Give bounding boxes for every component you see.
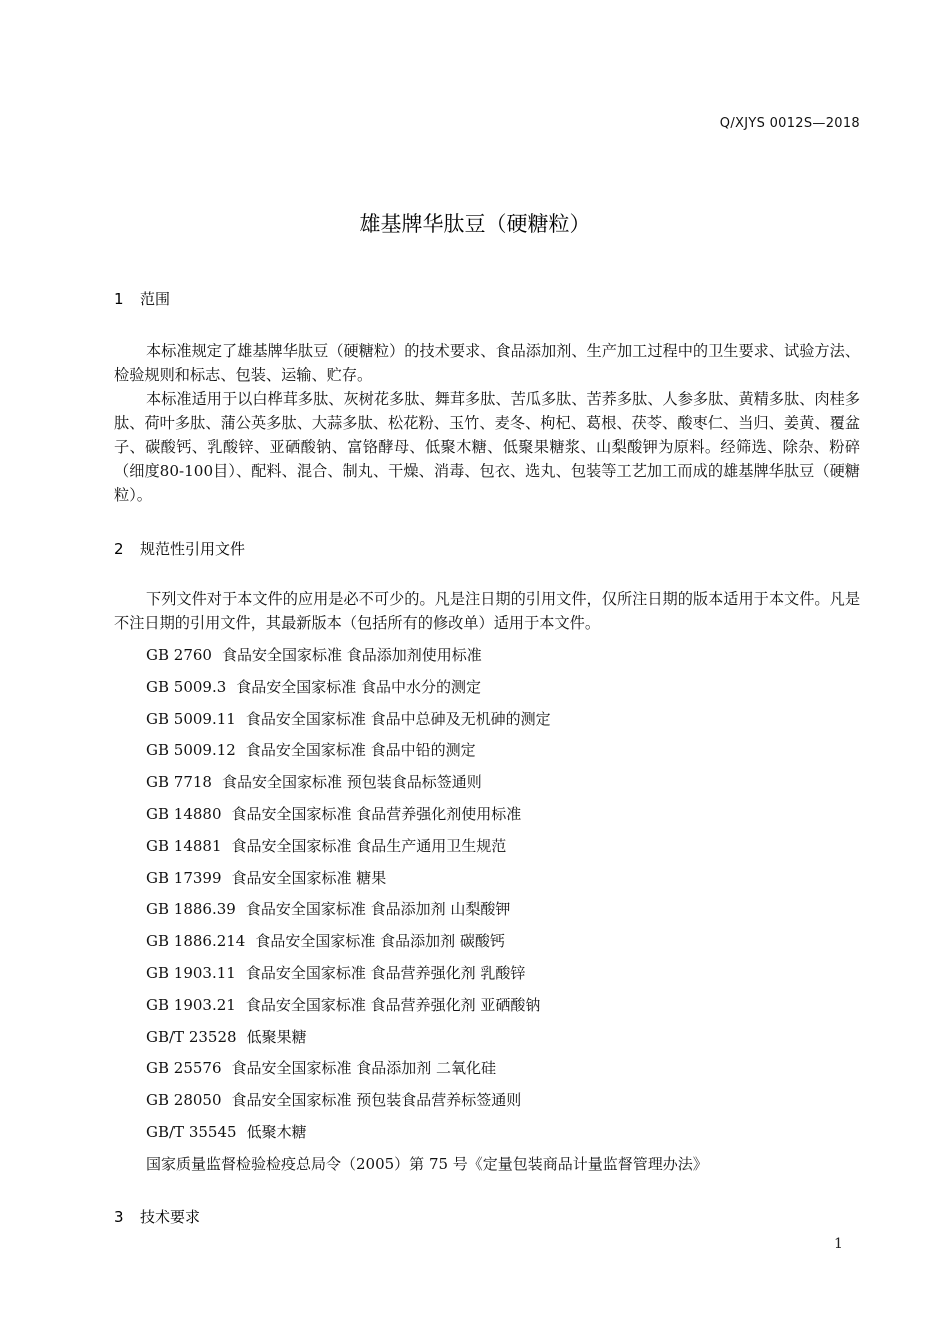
section-1-number: 1 (114, 290, 124, 308)
section-2-title: 规范性引用文件 (140, 540, 246, 558)
reference-code: GB 5009.11 (146, 709, 236, 728)
reference-title: 食品安全国家标准 食品生产通用卫生规范 (231, 836, 507, 855)
reference-title: 食品安全国家标准 预包装食品营养标签通则 (231, 1091, 522, 1110)
reference-item (146, 867, 708, 899)
reference-item (146, 771, 708, 803)
section-1-paragraph-2: 本标准适用于以白桦茸多肽、灰树花多肽、舞茸多肽、苦瓜多肽、苦荞多肽、人参多肽、黄精多肽、肉桂多肽、荷叶多肽、蒲公英多肽、大蒜多肽、松花粉、玉竹、麦冬、枸杞、葛根、茯苓、酸枣仁、当归、姜黄、覆盆子、碳酸钙、乳酸锌、亚硒酸钠、富铬酵母、低聚木糖、低聚果糖浆、山梨酸钾为原料。经筛选、除杂、粉碎（细度80-100目）、配料、混合、制丸、干燥、消毒、包衣、选丸、包装等工艺加工而成的雄基牌华肽豆（硬糖粒）。 (114, 390, 860, 504)
reference-code: GB 1903.21 (146, 995, 236, 1014)
document-code: Q/XJYS 0012S—2018 (719, 116, 860, 131)
reference-code: GB 5009.3 (146, 677, 227, 696)
reference-item (146, 898, 708, 930)
section-1-heading (114, 288, 170, 309)
reference-code: GB 1903.11 (146, 963, 236, 982)
reference-item (146, 676, 708, 708)
reference-item (146, 739, 708, 771)
reference-title: 低聚果糖 (246, 1027, 307, 1046)
section-2-paragraph-1: 下列文件对于本文件的应用是必不可少的。凡是注日期的引用文件，仅所注日期的版本适用于本文件。凡是不注日期的引用文件，其最新版本（包括所有的修改单）适用于本文件。 (114, 590, 860, 632)
document-title: 雄基牌华肽豆（硬糖粒） (359, 212, 591, 236)
reference-code: GB 28050 (146, 1091, 222, 1110)
reference-title: 食品安全国家标准 食品中铅的测定 (245, 741, 476, 760)
reference-title: 食品安全国家标准 食品添加剂 山梨酸钾 (245, 900, 511, 919)
section-3-number: 3 (114, 1208, 124, 1226)
reference-item (146, 708, 708, 740)
reference-title: 食品安全国家标准 食品添加剂 碳酸钙 (255, 932, 505, 951)
reference-title: 食品安全国家标准 食品中总砷及无机砷的测定 (245, 709, 551, 728)
section-3-heading (114, 1206, 200, 1227)
reference-title: 食品安全国家标准 食品营养强化剂 乳酸锌 (245, 963, 526, 982)
reference-title: 食品安全国家标准 食品营养强化剂使用标准 (231, 804, 522, 823)
reference-item (146, 994, 708, 1026)
reference-code: GB 7718 (146, 773, 212, 792)
reference-item (146, 644, 708, 676)
reference-title: 食品安全国家标准 食品添加剂使用标准 (221, 646, 482, 664)
normative-references-list (146, 644, 708, 1185)
page-number: 1 (834, 1236, 843, 1252)
reference-title: 食品安全国家标准 糖果 (231, 868, 387, 887)
reference-code: GB/T 35545 (146, 1122, 237, 1141)
reference-title: 食品安全国家标准 食品营养强化剂 亚硒酸钠 (245, 995, 541, 1014)
reference-code: GB 1886.39 (146, 900, 236, 919)
reference-title: 低聚木糖 (246, 1122, 307, 1141)
reference-decree: 国家质量监督检验检疫总局令（2005）第 75 号《定量包装商品计量监督管理办法》 (146, 1154, 708, 1173)
reference-code: GB 2760 (146, 646, 212, 664)
reference-code: GB 17399 (146, 868, 222, 887)
section-1-paragraph-1: 本标准规定了雄基牌华肽豆（硬糖粒）的技术要求、食品添加剂、生产加工过程中的卫生要求、试验方法、检验规则和标志、包装、运输、贮存。 (114, 342, 860, 384)
reference-item (146, 803, 708, 835)
reference-item (146, 1089, 708, 1121)
reference-code: GB 5009.12 (146, 741, 236, 760)
reference-title: 食品安全国家标准 食品添加剂 二氧化硅 (231, 1059, 497, 1078)
reference-code: GB 14881 (146, 836, 222, 855)
reference-item (146, 930, 708, 962)
reference-code: GB 14880 (146, 804, 222, 823)
section-2-number: 2 (114, 540, 124, 558)
section-3-title: 技术要求 (140, 1208, 201, 1226)
reference-title: 食品安全国家标准 食品中水分的测定 (236, 677, 482, 696)
reference-item (146, 835, 708, 867)
reference-item (146, 1121, 708, 1153)
section-1-title: 范围 (140, 290, 171, 308)
reference-code: GB/T 23528 (146, 1027, 237, 1046)
reference-item (146, 1057, 708, 1089)
reference-item (146, 962, 708, 994)
section-2-heading (114, 538, 245, 559)
reference-code: GB 1886.214 (146, 932, 246, 951)
reference-code: GB 25576 (146, 1059, 222, 1078)
reference-item (146, 1026, 708, 1058)
reference-title: 食品安全国家标准 预包装食品标签通则 (221, 773, 482, 792)
